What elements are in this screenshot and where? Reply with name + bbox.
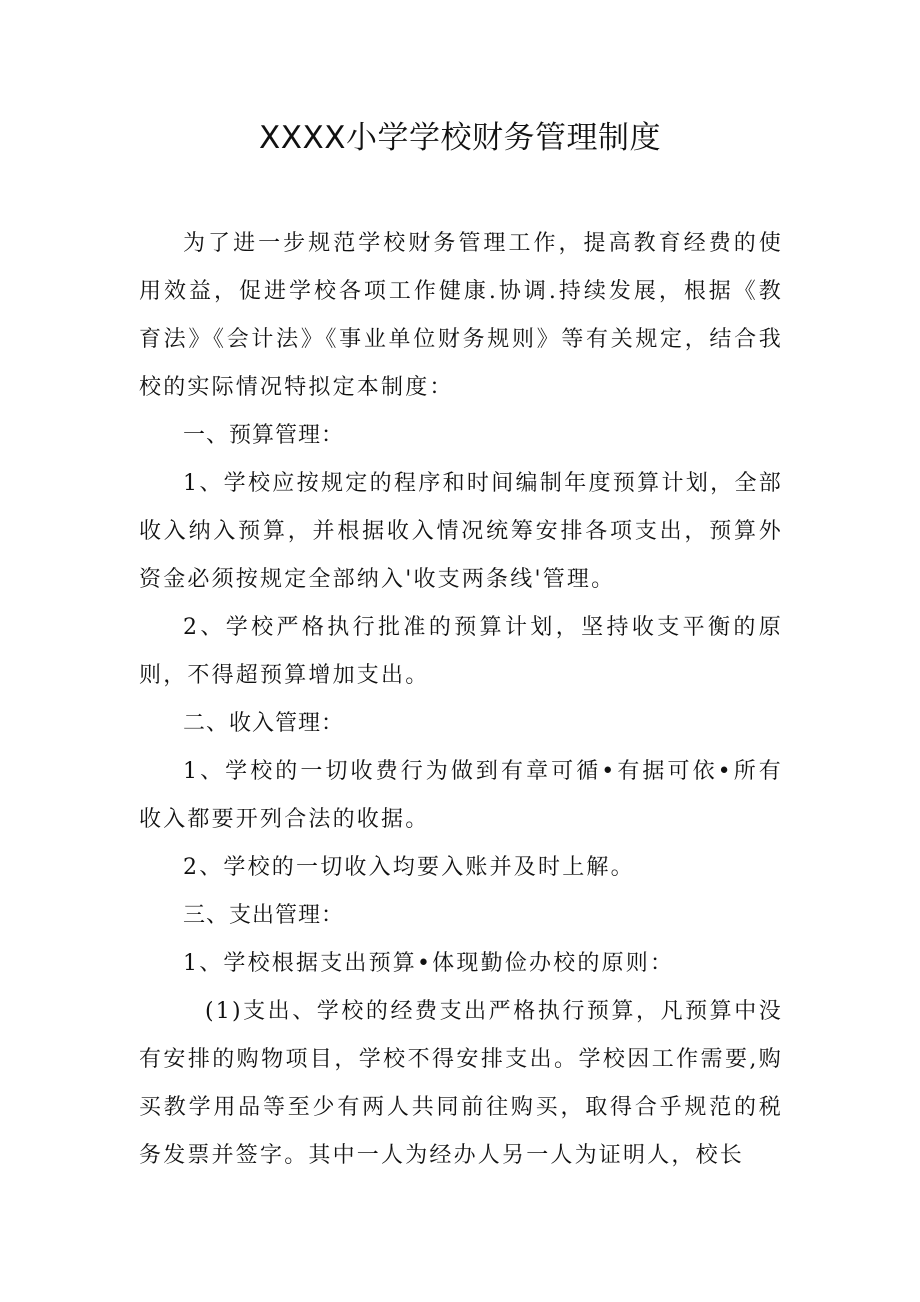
- income-item-1: 1、学校的一切收费行为做到有章可循•有据可依•所有收入都要开列合法的收据。: [139, 759, 783, 832]
- expenditure-item-1: 1、学校根据支出预算•体现勤俭办校的原则：: [183, 951, 675, 976]
- section-heading-income: 二、收入管理：: [183, 711, 345, 736]
- section-heading-budget: 一、预算管理：: [183, 423, 345, 448]
- budget-item-2: 2、学校严格执行批准的预算计划，坚持收支平衡的原则，不得超预算增加支出。: [139, 615, 783, 688]
- document-title: XXXX小学学校财务管理制度: [259, 120, 661, 156]
- section-heading-expenditure: 三、支出管理：: [183, 903, 345, 928]
- expenditure-subitem-1: (1)支出、学校的经费支出严格执行预算，凡预算中没有安排的购物项目，学校不得安排支出。学校因工作需要,购买教学用品等至少有两人共同前往购买，取得合乎规范的税务发票并签字。其中一人为经办人另一人为证明人，校长: [139, 999, 783, 1168]
- budget-item-1: 1、学校应按规定的程序和时间编制年度预算计划，全部收入纳入预算，并根据收入情况统筹安排各项支出，预算外资金必须按规定全部纳入'收支两条线'管理。: [139, 471, 783, 592]
- intro-paragraph: 为了进一步规范学校财务管理工作，提高教育经费的使用效益，促进学校各项工作健康.协调.持续发展，根据《教育法》《会计法》《事业单位财务规则》等有关规定，结合我校的实际情况特拟定本制度：: [139, 231, 783, 400]
- document-body: [139, 220, 783, 1180]
- income-item-2: 2、学校的一切收入均要入账并及时上解。: [183, 855, 635, 880]
